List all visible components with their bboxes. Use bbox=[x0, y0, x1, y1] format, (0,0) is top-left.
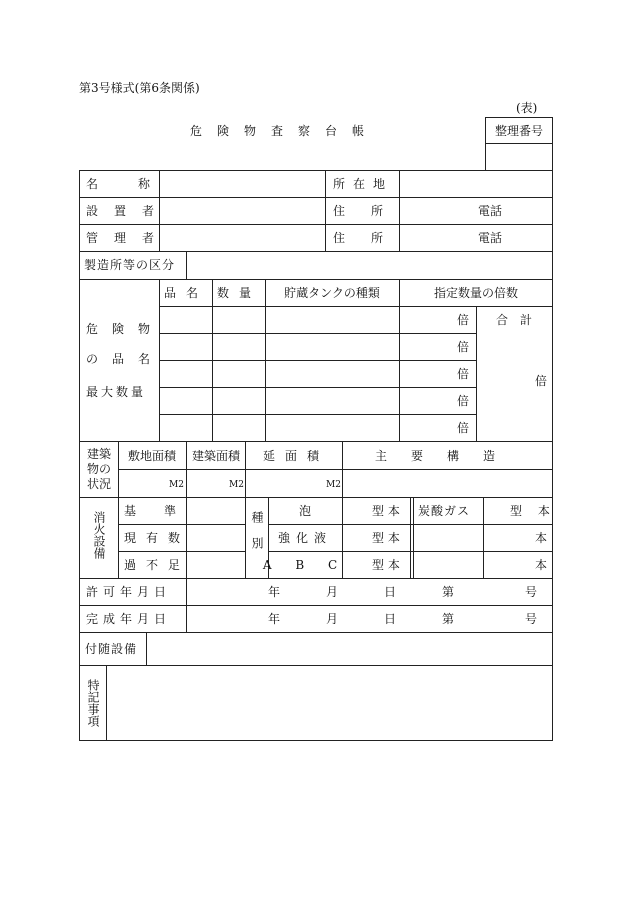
manager-label: 管理者 bbox=[86, 231, 171, 245]
times-1: 倍 bbox=[457, 313, 470, 327]
installer-label: 設置者 bbox=[86, 204, 171, 218]
times-5: 倍 bbox=[457, 421, 470, 435]
phone-label-2: 電話 bbox=[478, 231, 503, 245]
floor-area-unit: M2 bbox=[326, 480, 341, 490]
completion-number-suffix: 号 bbox=[525, 612, 538, 626]
hazmat-label-3: 最大数量 bbox=[86, 385, 147, 399]
abc-label: A B C bbox=[262, 558, 348, 572]
site-area-header: 敷地面積 bbox=[127, 449, 177, 463]
co2-unit-3: 本 bbox=[535, 558, 548, 572]
completion-day: 日 bbox=[384, 612, 397, 626]
building-area-header: 建築面積 bbox=[191, 449, 241, 463]
col-multiple-header: 指定数量の倍数 bbox=[433, 286, 519, 300]
total-times: 倍 bbox=[535, 374, 548, 388]
abc-unit: 型 本 bbox=[372, 558, 400, 572]
liquid-label: 強化液 bbox=[277, 531, 333, 545]
permit-number-suffix: 号 bbox=[525, 585, 538, 599]
completion-month: 月 bbox=[326, 612, 339, 626]
form-number: 第3号様式(第6条関係) bbox=[79, 81, 200, 95]
attached-equipment-label: 付随設備 bbox=[85, 642, 138, 656]
building-area-unit: M2 bbox=[229, 480, 244, 490]
total-label: 合計 bbox=[496, 313, 545, 327]
floor-area-header: 延面積 bbox=[262, 449, 330, 463]
foam-unit: 型 本 bbox=[372, 504, 400, 518]
shortage-label: 過不足 bbox=[124, 558, 191, 572]
permit-month: 月 bbox=[326, 585, 339, 599]
reg-number-label: 整理番号 bbox=[494, 124, 544, 138]
completion-date-label: 完成年月日 bbox=[86, 612, 172, 626]
col-item-header: 品名 bbox=[163, 286, 209, 300]
col-tank-header: 貯蔵タンクの種類 bbox=[284, 286, 380, 300]
completion-number-prefix: 第 bbox=[442, 612, 455, 626]
address-label-2: 住所 bbox=[333, 231, 410, 245]
permit-day: 日 bbox=[384, 585, 397, 599]
fire-label: 消火設備 bbox=[92, 511, 106, 559]
co2-label: 炭酸ガス bbox=[418, 504, 471, 518]
col-qty-header: 数量 bbox=[216, 286, 262, 300]
address-label-1: 住所 bbox=[333, 204, 410, 218]
liquid-unit: 型 本 bbox=[372, 531, 400, 545]
current-label: 現有数 bbox=[124, 531, 191, 545]
structure-header: 主要構造 bbox=[374, 449, 520, 463]
times-4: 倍 bbox=[457, 394, 470, 408]
completion-year: 年 bbox=[268, 612, 281, 626]
times-2: 倍 bbox=[457, 340, 470, 354]
name-label: 名称 bbox=[86, 177, 191, 191]
co2-unit-2: 本 bbox=[535, 531, 548, 545]
times-3: 倍 bbox=[457, 367, 470, 381]
hazmat-label-1: 危険物 bbox=[86, 322, 165, 336]
page-title: 危険物査察台帳 bbox=[190, 124, 380, 138]
foam-label: 泡 bbox=[298, 504, 312, 518]
standard-label: 基準 bbox=[124, 504, 205, 518]
building-label: 建築物の状況 bbox=[87, 447, 112, 491]
phone-label-1: 電話 bbox=[478, 204, 503, 218]
permit-date-label: 許可年月日 bbox=[86, 585, 172, 599]
co2-unit: 型 本 bbox=[510, 504, 556, 518]
front-label: (表) bbox=[516, 101, 538, 115]
notes-label: 特記事項 bbox=[86, 679, 100, 727]
classification-label: 製造所等の区分 bbox=[84, 258, 176, 272]
site-area-unit: M2 bbox=[169, 480, 184, 490]
location-label: 所在地 bbox=[333, 177, 394, 191]
hazmat-label-2: の品名 bbox=[86, 352, 165, 366]
permit-year: 年 bbox=[268, 585, 281, 599]
type-label: 種別 bbox=[250, 511, 264, 563]
permit-number-prefix: 第 bbox=[442, 585, 455, 599]
